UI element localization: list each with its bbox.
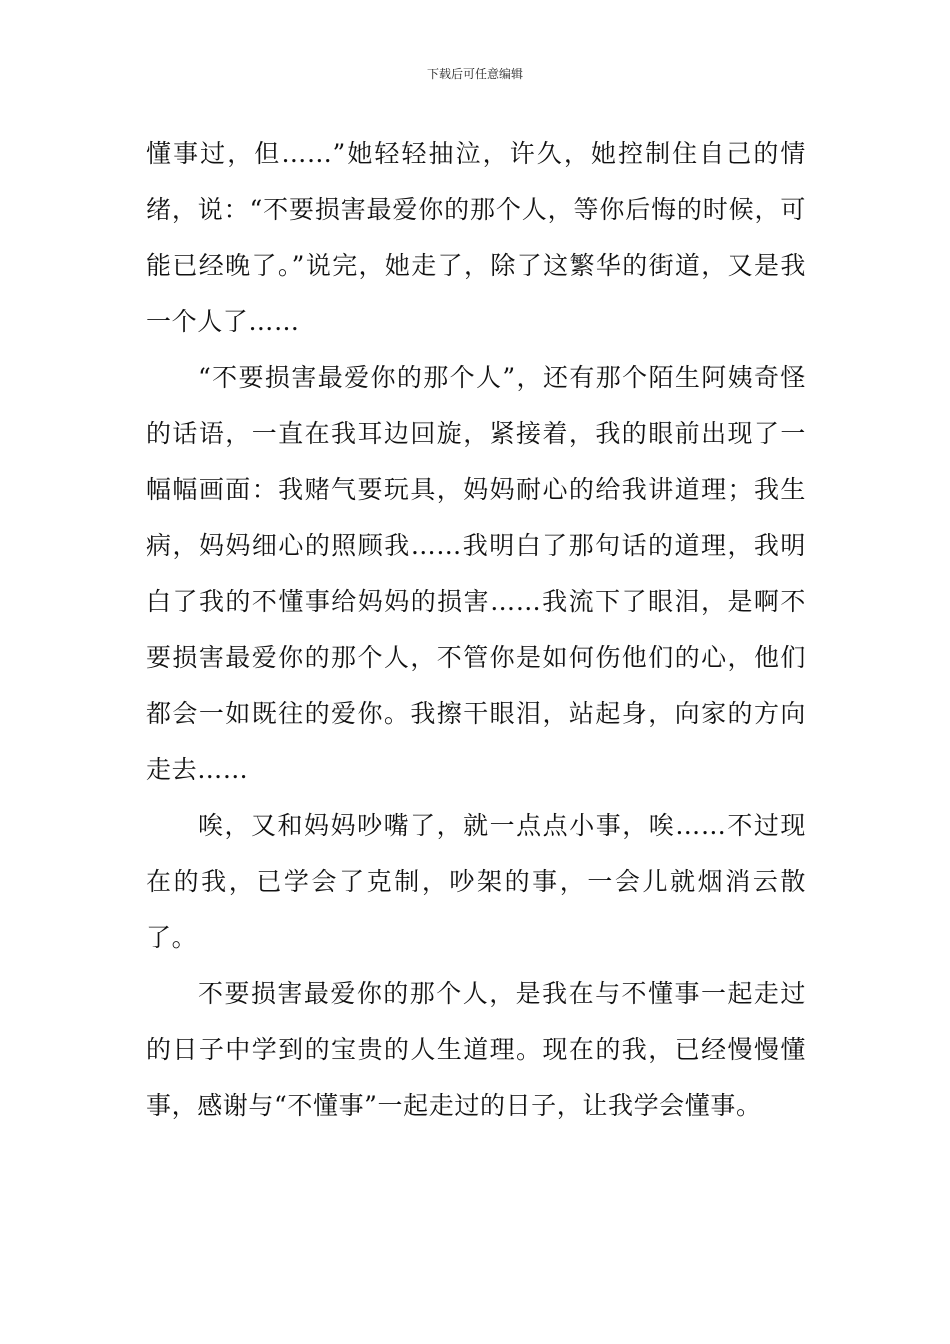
paragraph-1: 懂事过，但……”她轻轻抽泣，许久，她控制住自己的情绪，说：“不要损害最爱你的那个人，等你后悔的时候，可能已经晚了。”说完，她走了，除了这繁华的街道，又是我一个人了…… — [146, 139, 806, 336]
paragraph-4: 不要损害最爱你的那个人，是我在与不懂事一起走过的日子中学到的宝贵的人生道理。现在的我，已经慢慢懂事，感谢与“不懂事”一起走过的日子，让我学会懂事。 — [146, 979, 806, 1120]
document-body — [146, 126, 806, 1134]
page-header: 下载后可任意编辑 — [426, 67, 523, 81]
paragraph-2: “不要损害最爱你的那个人”，还有那个陌生阿姨奇怪的话语，一直在我耳边回旋，紧接着，我的眼前出现了一幅幅画面：我赌气要玩具，妈妈耐心的给我讲道理；我生病，妈妈细心的照顾我……我明白了那句话的道理，我明白了我的不懂事给妈妈的损害……我流下了眼泪，是啊不要损害最爱你的那个人，不管你是如何伤他们的心，他们都会一如既往的爱你。我擦干眼泪，站起身，向家的方向走去…… — [146, 363, 806, 784]
paragraph-3: 唉，又和妈妈吵嘴了，就一点点小事，唉……不过现在的我，已学会了克制，吵架的事，一会儿就烟消云散了。 — [146, 811, 806, 952]
